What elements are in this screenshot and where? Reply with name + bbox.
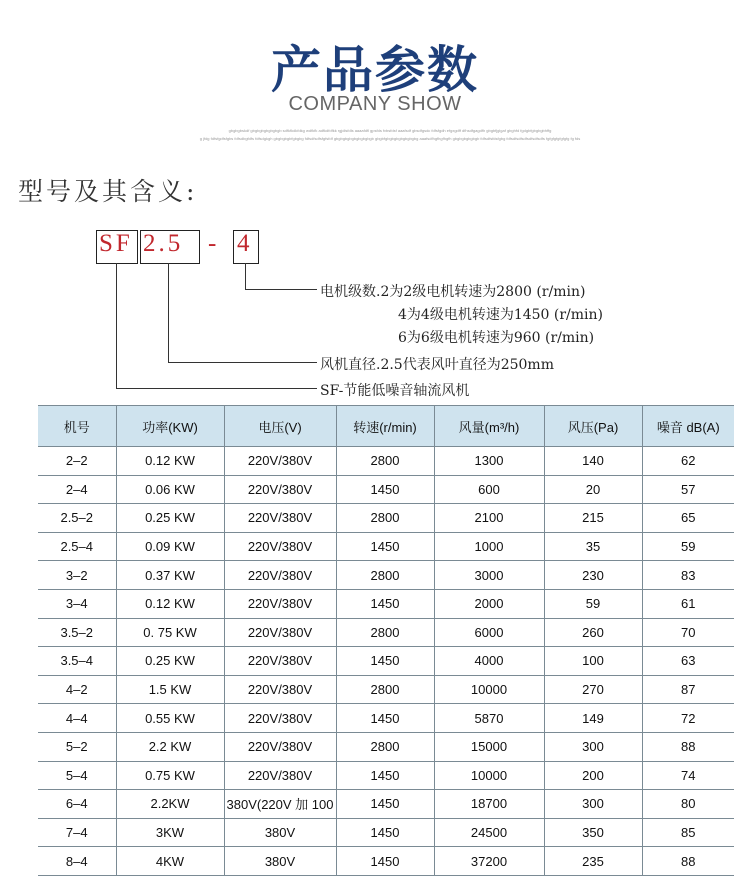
table-row	[38, 761, 734, 790]
table-cell: 3KW	[116, 818, 224, 847]
spec-table-header	[38, 406, 734, 447]
connector-poles-h	[245, 289, 317, 290]
table-cell: 220V/380V	[224, 561, 336, 590]
table-cell: 220V/380V	[224, 761, 336, 790]
table-row	[38, 589, 734, 618]
table-cell: 59	[642, 532, 734, 561]
table-row	[38, 647, 734, 676]
table-cell: 220V/380V	[224, 675, 336, 704]
table-cell: 260	[544, 618, 642, 647]
table-cell: 61	[642, 589, 734, 618]
table-cell: 380V	[224, 847, 336, 876]
table-cell: 600	[434, 475, 544, 504]
table-cell: 4–2	[38, 675, 116, 704]
table-cell: 88	[642, 847, 734, 876]
table-cell: 380V	[224, 818, 336, 847]
table-cell: 59	[544, 589, 642, 618]
table-cell: 2000	[434, 589, 544, 618]
connector-sf-h	[116, 388, 317, 389]
table-cell: 0. 75 KW	[116, 618, 224, 647]
code-diameter: 2.5	[143, 230, 184, 257]
table-cell: 3000	[434, 561, 544, 590]
table-cell: 88	[642, 732, 734, 761]
table-cell: 70	[642, 618, 734, 647]
table-cell: 80	[642, 790, 734, 819]
table-cell: 5–4	[38, 761, 116, 790]
table-cell: 3–2	[38, 561, 116, 590]
table-cell: 10000	[434, 675, 544, 704]
table-cell: 63	[642, 647, 734, 676]
table-cell: 37200	[434, 847, 544, 876]
column-header: 机号	[38, 406, 116, 447]
table-row	[38, 504, 734, 533]
table-cell: 0.12 KW	[116, 589, 224, 618]
table-cell: 0.09 KW	[116, 532, 224, 561]
table-cell: 0.75 KW	[116, 761, 224, 790]
table-cell: 2.2 KW	[116, 732, 224, 761]
table-cell: 140	[544, 447, 642, 476]
table-cell: 235	[544, 847, 642, 876]
table-cell: 215	[544, 504, 642, 533]
table-cell: 2800	[336, 561, 434, 590]
table-cell: 270	[544, 675, 642, 704]
column-header: 功率(KW)	[116, 406, 224, 447]
connector-diameter-v	[168, 263, 169, 362]
table-cell: 220V/380V	[224, 618, 336, 647]
table-row	[38, 475, 734, 504]
table-cell: 4000	[434, 647, 544, 676]
table-row	[38, 704, 734, 733]
table-cell: 65	[642, 504, 734, 533]
table-cell: 87	[642, 675, 734, 704]
table-cell: 220V/380V	[224, 704, 336, 733]
table-cell: 72	[642, 704, 734, 733]
table-cell: 1450	[336, 790, 434, 819]
page-subtitle: COMPANY SHOW	[288, 93, 462, 115]
table-cell: 6000	[434, 618, 544, 647]
code-poles: 4	[237, 230, 253, 257]
table-cell: 2.5–2	[38, 504, 116, 533]
table-cell: 4KW	[116, 847, 224, 876]
tiny-text-line-2: g jfdg fdfsfgdfsfgbs fdfsdbgfdfs fdfsdgkgh gbgbgbgbfgbgbg fdfsdfsdfsfgfsfdf gbgbgbgbgbgbgbgbgb gbgbfgbgbgbgbgbgbgbg aaafsdfhgfhgfhgfh gbgbgbgbgbgb fdfsdfsfdsfgbg fdfsdfsdfsdfsdfsdfsdfs fgfgfgfgfgfgfg fg fds	[199, 136, 581, 141]
spec-table	[38, 405, 734, 876]
table-cell: 8–4	[38, 847, 116, 876]
table-cell: 1450	[336, 647, 434, 676]
table-cell: 2800	[336, 732, 434, 761]
table-cell: 1000	[434, 532, 544, 561]
table-cell: 1450	[336, 532, 434, 561]
table-cell: 83	[642, 561, 734, 590]
table-cell: 3–4	[38, 589, 116, 618]
table-cell: 350	[544, 818, 642, 847]
table-cell: 1450	[336, 818, 434, 847]
table-cell: 5870	[434, 704, 544, 733]
table-cell: 230	[544, 561, 642, 590]
table-cell: 0.12 KW	[116, 447, 224, 476]
table-cell: 1.5 KW	[116, 675, 224, 704]
table-cell: 2.2KW	[116, 790, 224, 819]
table-cell: 2100	[434, 504, 544, 533]
table-row	[38, 732, 734, 761]
desc-poles: 电机级数.2为2级电机转速为2800 (r/min)	[320, 284, 586, 300]
table-cell: 0.55 KW	[116, 704, 224, 733]
table-cell: 2–2	[38, 447, 116, 476]
table-row	[38, 847, 734, 876]
table-cell: 3.5–4	[38, 647, 116, 676]
tiny-text-line-1: gbgbgbskdf gbgbgbgbgbgbgb sdfkfkdkfdkg wdfkfk adfkdfdfkk rgjdlsfdls aaaafdfl gpsfds fvbsfdsf aaafsdf gbsdfgsdc fdfsfgdh efgxgdff dfhsdfgagdfh gbgbfjglgaf gbghfd fgdgbfgbgbgbhffg	[228, 128, 552, 133]
table-row	[38, 675, 734, 704]
table-cell: 85	[642, 818, 734, 847]
table-cell: 4–4	[38, 704, 116, 733]
column-header: 电压(V)	[224, 406, 336, 447]
desc-poles-6: 6为6级电机转速为960 (r/min)	[398, 330, 595, 346]
table-cell: 2–4	[38, 475, 116, 504]
table-cell: 220V/380V	[224, 504, 336, 533]
table-cell: 100	[544, 647, 642, 676]
table-cell: 220V/380V	[224, 475, 336, 504]
table-cell: 220V/380V	[224, 532, 336, 561]
connector-diameter-h	[168, 362, 317, 363]
table-cell: 2800	[336, 618, 434, 647]
table-cell: 1450	[336, 704, 434, 733]
table-row	[38, 532, 734, 561]
table-cell: 35	[544, 532, 642, 561]
table-cell: 0.25 KW	[116, 647, 224, 676]
table-cell: 57	[642, 475, 734, 504]
spec-table-body	[38, 447, 734, 876]
table-cell: 1450	[336, 847, 434, 876]
table-cell: 0.37 KW	[116, 561, 224, 590]
table-cell: 0.06 KW	[116, 475, 224, 504]
table-cell: 220V/380V	[224, 732, 336, 761]
table-cell: 5–2	[38, 732, 116, 761]
model-section-title: 型号及其含义:	[18, 177, 198, 206]
table-row	[38, 818, 734, 847]
table-cell: 1450	[336, 589, 434, 618]
table-cell: 74	[642, 761, 734, 790]
table-cell: 18700	[434, 790, 544, 819]
desc-poles-4: 4为4级电机转速为1450 (r/min)	[398, 307, 603, 323]
table-cell: 300	[544, 732, 642, 761]
table-cell: 10000	[434, 761, 544, 790]
table-cell: 300	[544, 790, 642, 819]
table-cell: 149	[544, 704, 642, 733]
page-title: 产品参数	[271, 41, 479, 99]
table-header-row	[38, 406, 734, 447]
table-cell: 62	[642, 447, 734, 476]
column-header: 转速(r/min)	[336, 406, 434, 447]
table-cell: 220V/380V	[224, 589, 336, 618]
code-dash: -	[208, 230, 217, 257]
connector-sf-v	[116, 263, 117, 388]
table-cell: 380V(220V 加 100	[224, 790, 336, 819]
table-cell: 1300	[434, 447, 544, 476]
column-header: 风压(Pa)	[544, 406, 642, 447]
table-cell: 7–4	[38, 818, 116, 847]
table-cell: 220V/380V	[224, 647, 336, 676]
table-cell: 1450	[336, 761, 434, 790]
table-row	[38, 618, 734, 647]
desc-diameter: 风机直径.2.5代表风叶直径为250mm	[320, 357, 554, 373]
table-row	[38, 790, 734, 819]
table-cell: 20	[544, 475, 642, 504]
table-cell: 2800	[336, 675, 434, 704]
table-cell: 2800	[336, 447, 434, 476]
table-cell: 15000	[434, 732, 544, 761]
table-row	[38, 561, 734, 590]
column-header: 噪音 dB(A)	[642, 406, 734, 447]
table-cell: 6–4	[38, 790, 116, 819]
table-cell: 3.5–2	[38, 618, 116, 647]
desc-series: SF-节能低噪音轴流风机	[320, 383, 470, 399]
table-row	[38, 447, 734, 476]
table-cell: 220V/380V	[224, 447, 336, 476]
table-cell: 0.25 KW	[116, 504, 224, 533]
table-cell: 24500	[434, 818, 544, 847]
code-sf: SF	[99, 230, 133, 257]
table-cell: 1450	[336, 475, 434, 504]
table-cell: 200	[544, 761, 642, 790]
column-header: 风量(m³/h)	[434, 406, 544, 447]
table-cell: 2800	[336, 504, 434, 533]
connector-poles-v	[245, 263, 246, 289]
table-cell: 2.5–4	[38, 532, 116, 561]
